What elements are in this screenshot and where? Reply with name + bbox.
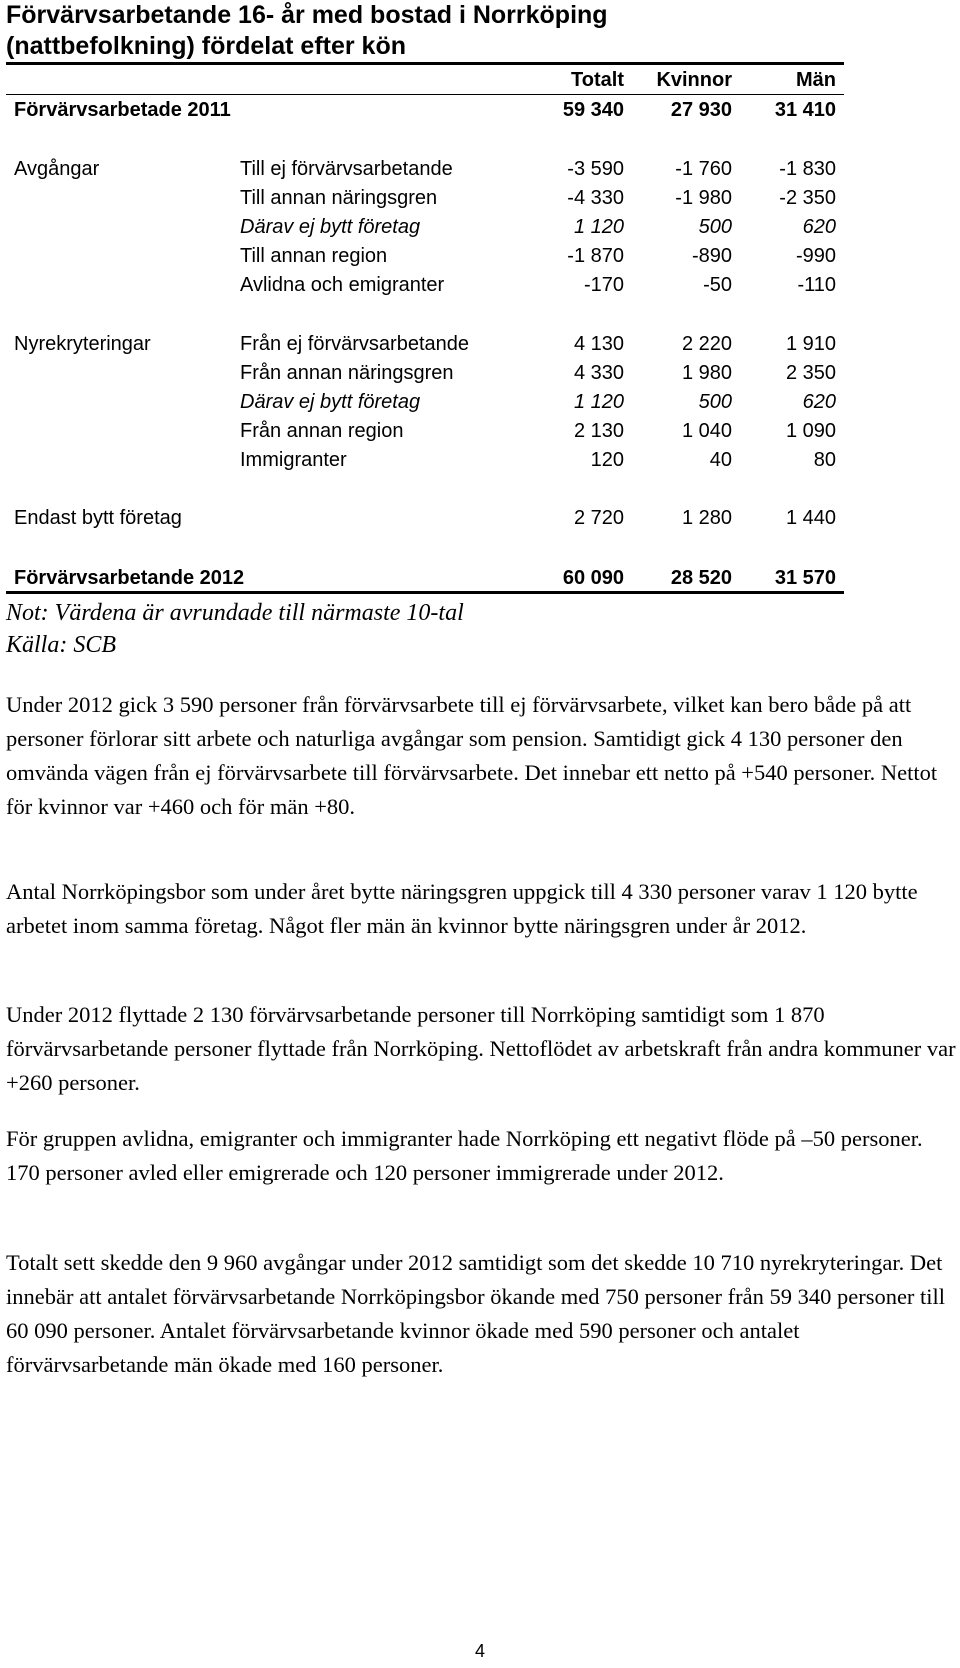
page-number: 4 xyxy=(474,1641,485,1661)
table-row-label: Till annan näringsgren xyxy=(240,187,438,209)
table-row-label: Därav ej bytt företag xyxy=(240,391,421,413)
table-row-label: Till annan region xyxy=(240,245,388,267)
table-cell-total: 1 120 xyxy=(573,216,624,238)
table-cell-women: 1 980 xyxy=(681,362,732,384)
table-cell-total: -170 xyxy=(583,274,624,296)
paragraph: För gruppen avlidna, emigranter och immigranter hade Norrköping ett negativt flöde på –50 personer. 170 personer avled eller emigrerade och 120 personer immigrerade under 2012. xyxy=(6,1126,923,1185)
changed-company-men: 1 440 xyxy=(785,507,836,529)
table-cell-total: 4 330 xyxy=(573,362,624,384)
table-cell-men: -2 350 xyxy=(779,187,836,209)
recruits-group-label: Nyrekryteringar xyxy=(14,333,151,355)
start-row-women: 27 930 xyxy=(670,99,732,121)
paragraph: Under 2012 flyttade 2 130 förvärvsarbetande personer till Norrköping samtidigt som 1 870 förvärvsarbetande personer flyttade från Norrköping. Nettoflödet av arbetskraft från andra kommuner var +260 personer. xyxy=(6,1002,956,1095)
end-row-label: Förvärvsarbetande 2012 xyxy=(14,567,245,589)
table-row-label: Till ej förvärvsarbetande xyxy=(240,158,453,180)
col-header-men: Män xyxy=(796,69,836,91)
start-row-men: 31 410 xyxy=(774,99,836,121)
table-row-label: Därav ej bytt företag xyxy=(240,216,421,238)
end-row-men: 31 570 xyxy=(774,567,836,589)
table-cell-women: 500 xyxy=(698,391,732,413)
table-row-label: Från ej förvärvsarbetande xyxy=(240,333,470,355)
departures-group-label: Avgångar xyxy=(14,158,100,180)
table-row-label: Avlidna och emigranter xyxy=(240,274,445,296)
table-cell-women: 500 xyxy=(698,216,732,238)
table-row-label: Från annan näringsgren xyxy=(240,362,454,384)
table-cell-women: -890 xyxy=(691,245,732,267)
title-line-1: Förvärvsarbetande 16- år med bostad i Norrköping xyxy=(6,1,608,29)
paragraph: Under 2012 gick 3 590 personer från förvärvsarbete till ej förvärvsarbete, vilket kan bero både på att personer förlorar sitt arbete och naturliga avgångar som pension. Samtidigt gick 4 130 personer den omvända vägen från ej förvärvsarbete till förvärvsarbete. Det innebar ett netto på +540 personer. Nettot för kvinnor var +460 och för män +80. xyxy=(6,692,938,819)
table-cell-total: 120 xyxy=(590,449,624,471)
table-bottom-rule xyxy=(6,591,844,594)
table-note: Not: Värdena är avrundade till närmaste 10-tal xyxy=(6,600,464,626)
end-row-total: 60 090 xyxy=(562,567,624,589)
paragraph: Totalt sett skedde den 9 960 avgångar under 2012 samtidigt som det skedde 10 710 nyrekryteringar. Det innebär att antalet förvärvsarbetande Norrköpingsbor ökande med 750 personer från 59 340 personer till 60 090 personer. Antalet förvärvsarbetande kvinnor ökade med 590 personer och antalet förvärvsarbetande män ökade med 160 personer. xyxy=(6,1250,946,1377)
table-cell-total: 1 120 xyxy=(573,391,624,413)
table-cell-women: 2 220 xyxy=(681,333,732,355)
table-cell-men: 2 350 xyxy=(785,362,836,384)
table-cell-total: -1 870 xyxy=(567,245,624,267)
changed-company-label: Endast bytt företag xyxy=(14,507,182,529)
table-cell-total: 2 130 xyxy=(573,420,624,442)
header-rule xyxy=(6,94,844,95)
table-row-label: Immigranter xyxy=(240,449,347,471)
table-cell-women: 1 040 xyxy=(681,420,732,442)
table-cell-men: -110 xyxy=(797,274,836,296)
document-title xyxy=(6,0,846,62)
paragraph: Antal Norrköpingsbor som under året bytte näringsgren uppgick till 4 330 personer varav 1 120 bytte arbetet inom samma företag. Något fler män än kvinnor bytte näringsgren under år 2012. xyxy=(6,879,918,938)
table-cell-men: 1 910 xyxy=(785,333,836,355)
table-cell-men: 1 090 xyxy=(785,420,836,442)
table-cell-women: -50 xyxy=(703,274,732,296)
table-cell-women: -1 980 xyxy=(675,187,732,209)
table-cell-women: -1 760 xyxy=(675,158,732,180)
end-row-women: 28 520 xyxy=(670,567,732,589)
changed-company-total: 2 720 xyxy=(573,507,624,529)
start-row-label: Förvärvsarbetade 2011 xyxy=(14,99,231,121)
table-cell-women: 40 xyxy=(709,449,732,471)
table-cell-men: 620 xyxy=(802,216,836,238)
title-line-2: (nattbefolkning) fördelat efter kön xyxy=(6,32,406,60)
table-cell-men: -1 830 xyxy=(779,158,836,180)
table-source: Källa: SCB xyxy=(6,632,117,658)
table-row-label: Från annan region xyxy=(240,420,404,442)
table-cell-total: -3 590 xyxy=(567,158,624,180)
table-cell-total: -4 330 xyxy=(567,187,624,209)
table-cell-men: 620 xyxy=(802,391,836,413)
title-rule xyxy=(6,62,844,65)
start-row-total: 59 340 xyxy=(562,99,624,121)
col-header-total: Totalt xyxy=(571,69,624,91)
table-cell-men: -990 xyxy=(795,245,836,267)
changed-company-women: 1 280 xyxy=(681,507,732,529)
table-cell-men: 80 xyxy=(813,449,836,471)
table-cell-total: 4 130 xyxy=(573,333,624,355)
col-header-women: Kvinnor xyxy=(656,69,732,91)
